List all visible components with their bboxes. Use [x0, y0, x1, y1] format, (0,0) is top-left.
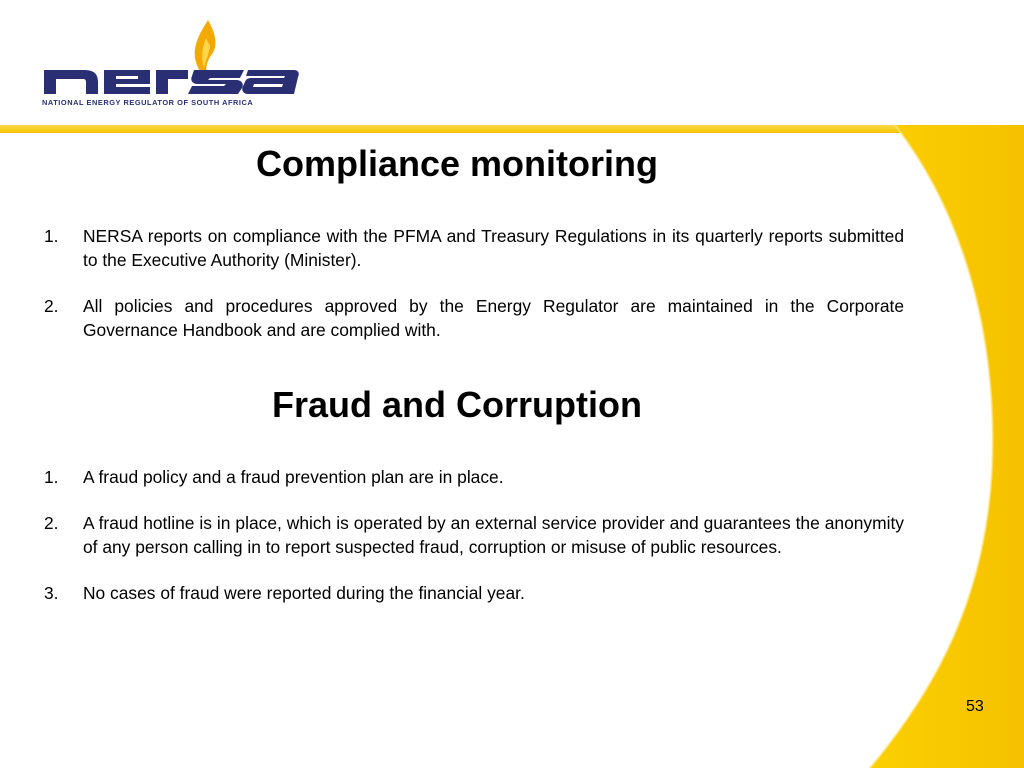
yellow-right-swoosh: [870, 125, 1024, 768]
page-number: 53: [966, 698, 984, 715]
item-number: 3.: [44, 583, 59, 603]
list-item: [44, 581, 904, 605]
item-text: A fraud policy and a fraud prevention plan are in place.: [83, 467, 504, 487]
yellow-top-band: [0, 125, 1024, 133]
section-title-fraud: Fraud and Corruption: [272, 384, 642, 425]
list-item: [44, 511, 904, 559]
list-item: [44, 224, 904, 272]
item-text: NERSA reports on compliance with the PFMA and Treasury Regulations in its quarterly reports submitted to the Executive Authority (Minister).: [83, 226, 904, 270]
list-item: [44, 465, 904, 489]
item-number: 1.: [44, 226, 59, 246]
item-text: A fraud hotline is in place, which is operated by an external service provider and guarantees the anonymity of any person calling in to report suspected fraud, corruption or misuse of public resources.: [83, 513, 904, 557]
item-number: 2.: [44, 513, 59, 533]
fraud-list: [44, 465, 904, 627]
item-number: 2.: [44, 296, 59, 316]
logo-subtitle: NATIONAL ENERGY REGULATOR OF SOUTH AFRICA: [42, 98, 254, 107]
list-item: [44, 294, 904, 342]
item-text: No cases of fraud were reported during the financial year.: [83, 583, 525, 603]
item-number: 1.: [44, 467, 59, 487]
item-text: All policies and procedures approved by the Energy Regulator are maintained in the Corporate Governance Handbook and are complied with.: [83, 296, 904, 340]
nersa-logo: [40, 18, 302, 110]
section-title-compliance: Compliance monitoring: [255, 143, 658, 184]
nersa-wordmark-icon: [40, 18, 302, 98]
compliance-list: [44, 224, 904, 364]
